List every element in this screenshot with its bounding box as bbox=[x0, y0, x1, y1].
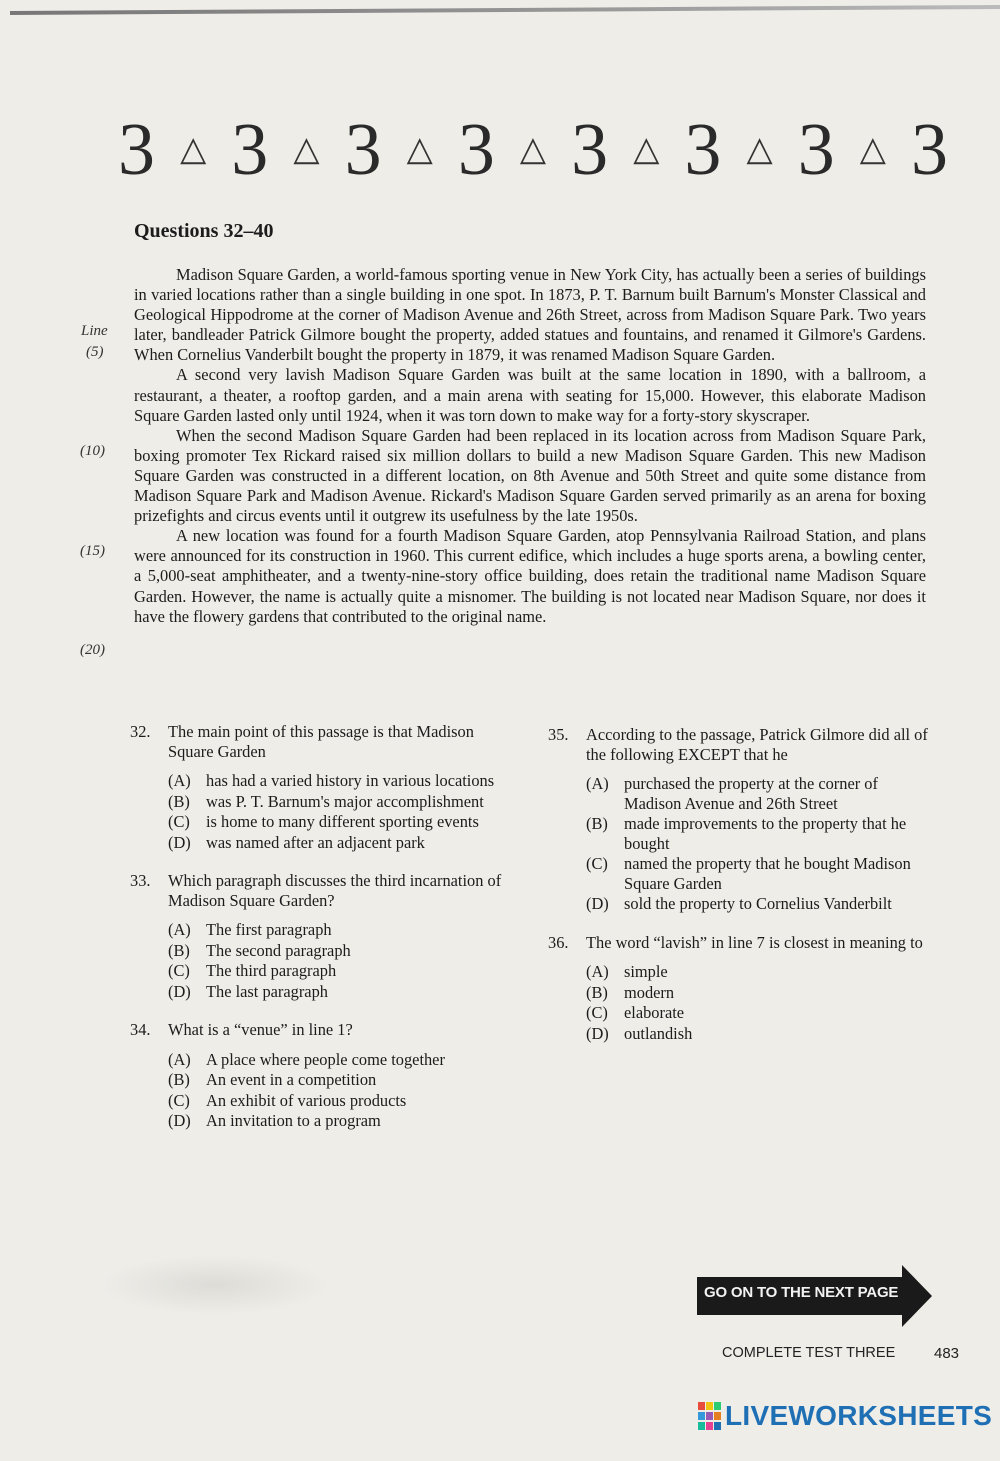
question-text: The main point of this passage is that Madison Square Garden bbox=[168, 722, 474, 761]
question-33 bbox=[130, 871, 510, 1001]
answer-option[interactable] bbox=[168, 833, 510, 853]
line-marker: (15) bbox=[80, 543, 105, 559]
option-letter: (B) bbox=[168, 940, 190, 960]
option-text: The third paragraph bbox=[206, 961, 337, 980]
option-letter: (A) bbox=[168, 1049, 191, 1069]
option-letter: (B) bbox=[168, 1070, 190, 1089]
answer-options bbox=[548, 774, 928, 914]
answer-option[interactable] bbox=[168, 792, 510, 812]
header-number: 3 bbox=[797, 109, 835, 191]
answer-options bbox=[130, 771, 510, 852]
answer-option[interactable] bbox=[586, 962, 928, 982]
triangle-icon: △ bbox=[293, 131, 320, 168]
brand-name: LIVEWORKSHEETS bbox=[725, 1400, 993, 1431]
question-text: What is a “venue” in line 1? bbox=[168, 1020, 353, 1039]
answer-option[interactable] bbox=[586, 894, 928, 914]
option-letter: (C) bbox=[168, 961, 190, 980]
question-stem bbox=[130, 1020, 510, 1040]
question-35 bbox=[548, 725, 928, 914]
option-text: The last paragraph bbox=[206, 981, 328, 1001]
option-text: A place where people come together bbox=[206, 1049, 445, 1069]
answer-option[interactable] bbox=[168, 1050, 510, 1070]
option-letter: (A) bbox=[168, 771, 191, 790]
passage-paragraph: When the second Madison Square Garden had been replaced in its location across from Madison Square Park, boxing promoter Tex Rickard raised six million dollars to build a new Madison Square Garden. This new Madison Square Garden was constructed in a different location, on 8th Avenue and 50th Street and quite some distance from Madison Square Park and Madison Avenue. Rickard's Madison Square Garden served primarily as an arena for boxing prizefights and circus events until it outgrew its usefulness by the late 1950s. bbox=[134, 425, 926, 526]
triangle-icon: △ bbox=[746, 131, 773, 168]
question-stem bbox=[130, 722, 510, 761]
question-stem bbox=[130, 871, 510, 910]
option-letter: (D) bbox=[586, 894, 609, 913]
answer-option[interactable] bbox=[586, 814, 928, 853]
option-letter: (D) bbox=[586, 1023, 609, 1043]
triangle-icon: △ bbox=[180, 131, 207, 168]
option-letter: (A) bbox=[586, 774, 609, 793]
reading-passage bbox=[134, 265, 926, 627]
question-number: 35. bbox=[548, 725, 569, 744]
question-text: The word “lavish” in line 7 is closest in meaning to bbox=[586, 932, 923, 952]
question-34 bbox=[130, 1020, 510, 1131]
header-number: 3 bbox=[231, 109, 269, 191]
answer-options bbox=[130, 920, 510, 1001]
question-stem bbox=[548, 933, 928, 953]
option-letter: (D) bbox=[168, 832, 191, 852]
option-letter: (D) bbox=[168, 981, 191, 1001]
question-number: 34. bbox=[130, 1020, 151, 1039]
question-number: 32. bbox=[130, 722, 151, 741]
option-letter: (D) bbox=[168, 1111, 191, 1130]
option-text: An exhibit of various products bbox=[206, 1090, 407, 1110]
question-stem bbox=[548, 725, 928, 764]
answer-option[interactable] bbox=[168, 812, 510, 832]
option-letter: (A) bbox=[586, 962, 609, 981]
option-letter: (C) bbox=[168, 1090, 190, 1110]
line-marker: (20) bbox=[80, 642, 105, 658]
answer-options bbox=[548, 962, 928, 1043]
scan-smudge bbox=[100, 1255, 330, 1315]
answer-option[interactable] bbox=[586, 774, 928, 813]
question-number: 33. bbox=[130, 871, 151, 890]
option-text: is home to many different sporting events bbox=[206, 812, 479, 831]
top-rule bbox=[10, 5, 1000, 15]
option-letter: (C) bbox=[168, 812, 190, 831]
answer-option[interactable] bbox=[168, 961, 510, 981]
triangle-icon: △ bbox=[859, 131, 886, 168]
answer-option[interactable] bbox=[168, 1091, 510, 1111]
answer-option[interactable] bbox=[586, 1003, 928, 1023]
footer-test-name: COMPLETE TEST THREE bbox=[722, 1345, 896, 1361]
option-text: purchased the property at the corner of Madison Avenue and 26th Street bbox=[624, 774, 878, 813]
option-letter: (B) bbox=[586, 814, 608, 833]
question-text: Which paragraph discusses the third incarnation of Madison Square Garden? bbox=[168, 871, 502, 910]
option-letter: (A) bbox=[168, 920, 191, 939]
option-text: has had a varied history in various locations bbox=[206, 771, 495, 790]
section-header-band bbox=[118, 110, 948, 190]
answer-option[interactable] bbox=[586, 1024, 928, 1044]
option-text: An invitation to a program bbox=[206, 1111, 381, 1130]
option-letter: (C) bbox=[586, 854, 608, 873]
header-number: 3 bbox=[910, 109, 948, 191]
questions-left-column bbox=[130, 722, 510, 1150]
option-text: was P. T. Barnum's major accomplishment bbox=[206, 791, 484, 811]
answer-option[interactable] bbox=[168, 1070, 510, 1090]
passage-paragraph: A second very lavish Madison Square Garden was built at the same location in 1890, with a ballroom, a restaurant, a theater, a rooftop garden, and a main arena with seating for 15,000. However, this elaborate Madison Square Garden lasted only until 1924, when it was torn down to make way for a forty-story skyscraper. bbox=[134, 365, 926, 425]
question-number: 36. bbox=[548, 932, 569, 952]
triangle-icon: △ bbox=[406, 131, 433, 168]
section-title: Questions 32–40 bbox=[134, 220, 274, 242]
triangle-icon: △ bbox=[633, 131, 660, 168]
header-number: 3 bbox=[684, 109, 722, 191]
header-number: 3 bbox=[118, 109, 155, 191]
question-text: According to the passage, Patrick Gilmore did all of the following EXCEPT that he bbox=[586, 725, 928, 764]
triangle-icon: △ bbox=[519, 131, 547, 168]
option-text: named the property that he bought Madison Square Garden bbox=[624, 854, 911, 893]
answer-options bbox=[130, 1050, 510, 1131]
option-text: The second paragraph bbox=[206, 940, 351, 960]
header-number: 3 bbox=[344, 109, 382, 191]
answer-option[interactable] bbox=[168, 941, 510, 961]
header-number: 3 bbox=[571, 109, 609, 191]
passage-paragraph: A new location was found for a fourth Madison Square Garden, atop Pennsylvania Railroad Station, and plans were announced for its construction in 1960. This current edifice, which includes a huge sports arena, a bowling center, a 5,000-seat amphitheater, and a twenty-nine-story office building, does retain the traditional name Madison Square Garden. However, the name is actually quite a misnomer. The building is not located near Madison Square, nor does it have the flowery gardens that contributed to the original name. bbox=[134, 526, 926, 626]
option-letter: (B) bbox=[168, 791, 190, 811]
question-36 bbox=[548, 933, 928, 1044]
option-text: simple bbox=[624, 962, 668, 981]
liveworksheets-logo-icon bbox=[698, 1402, 722, 1430]
option-text: outlandish bbox=[624, 1023, 693, 1043]
option-text: made improvements to the property that he bought bbox=[624, 814, 907, 853]
answer-option[interactable] bbox=[168, 1111, 510, 1131]
option-letter: (C) bbox=[586, 1003, 608, 1022]
option-text: modern bbox=[624, 982, 675, 1002]
answer-option[interactable] bbox=[168, 982, 510, 1002]
header-number: 3 bbox=[457, 109, 495, 191]
option-text: was named after an adjacent park bbox=[206, 832, 425, 852]
brand-watermark bbox=[698, 1399, 992, 1433]
line-marker: Line bbox=[81, 323, 108, 339]
option-text: The first paragraph bbox=[206, 920, 332, 939]
passage-paragraph: Madison Square Garden, a world-famous sporting venue in New York City, has actually been a series of buildings in varied locations rather than a single building in one spot. In 1873, P. T. Barnum built Barnum's Monster Classical and Geological Hippodrome at the corner of Madison Avenue and 26th Street, across from Madison Square Park. Two years later, bandleader Patrick Gilmore bought the property, added statues and fountains, and renamed it Gilmore's Gardens. When Cornelius Vanderbilt bought the property in 1879, it was renamed Madison Square Garden. bbox=[134, 265, 926, 365]
line-marker: (5) bbox=[86, 344, 104, 360]
option-text: sold the property to Cornelius Vanderbilt bbox=[624, 894, 892, 913]
page-number: 483 bbox=[934, 1345, 960, 1362]
answer-option[interactable] bbox=[586, 854, 928, 893]
answer-option[interactable] bbox=[168, 771, 510, 791]
answer-option[interactable] bbox=[586, 983, 928, 1003]
questions-right-column bbox=[548, 725, 928, 1062]
next-page-label[interactable]: GO ON TO THE NEXT PAGE bbox=[704, 1284, 899, 1301]
line-marker: (10) bbox=[80, 443, 105, 459]
option-text: An event in a competition bbox=[206, 1070, 377, 1089]
answer-option[interactable] bbox=[168, 920, 510, 940]
question-32 bbox=[130, 722, 510, 852]
option-letter: (B) bbox=[586, 982, 608, 1002]
option-text: elaborate bbox=[624, 1003, 685, 1022]
